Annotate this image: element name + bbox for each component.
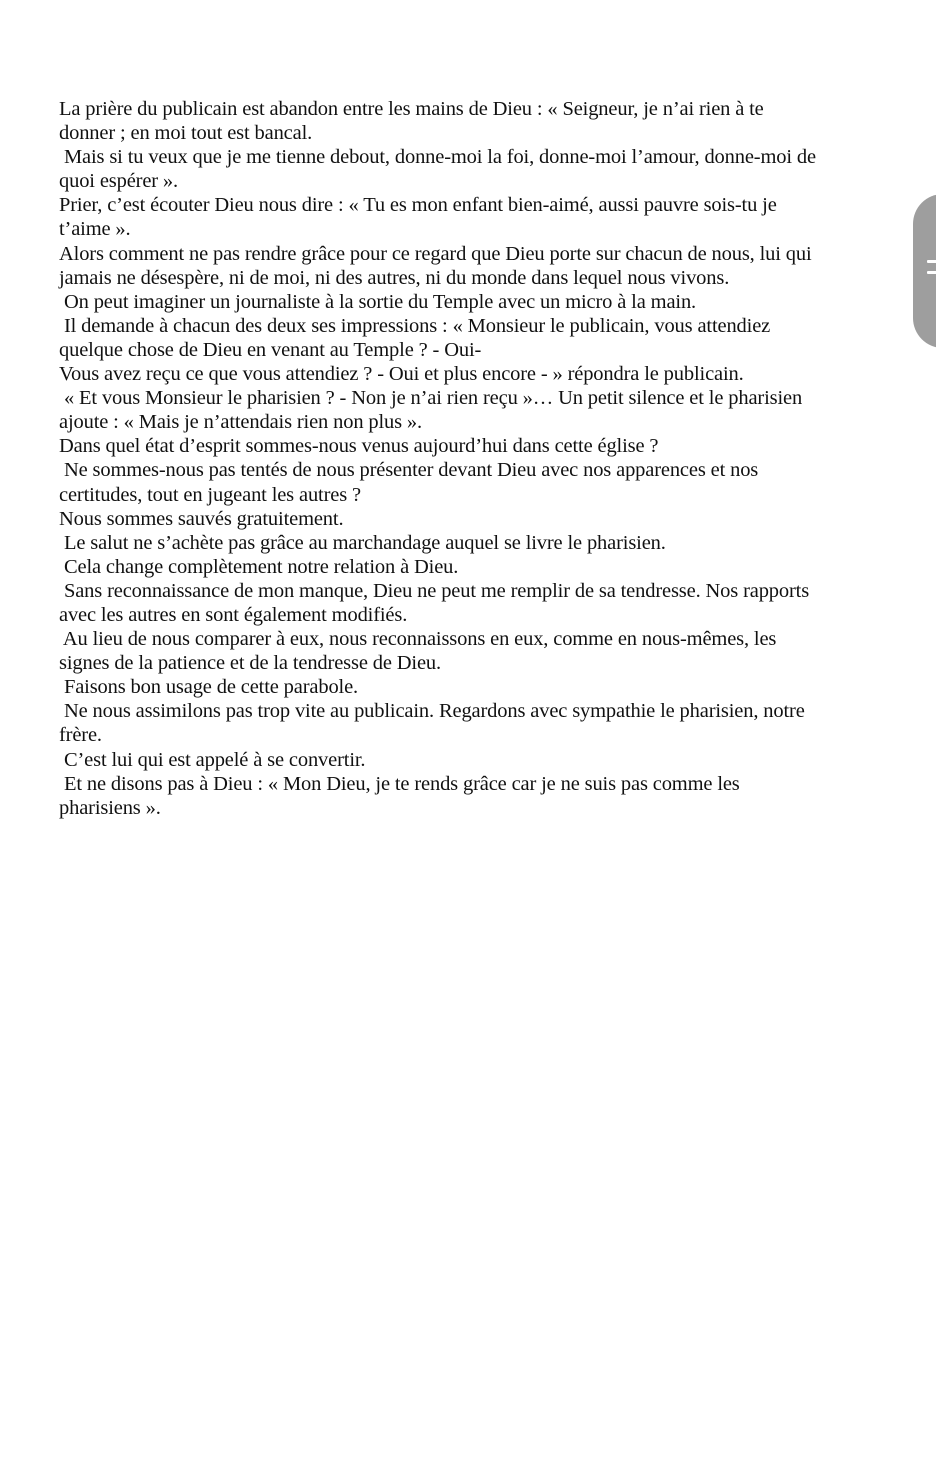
text-line: Prier, c’est écouter Dieu nous dire : « Tu es mon enfant bien-aimé, aussi pauvre sois-tu je [59, 194, 777, 217]
text-line: jamais ne désespère, ni de moi, ni des autres, ni du monde dans lequel nous vivons. [59, 266, 730, 289]
text-line: signes de la patience et de la tendresse de Dieu. [59, 652, 441, 675]
text-line: frère. [59, 724, 102, 747]
text-line: certitudes, tout en jugeant les autres ? [59, 483, 361, 506]
text-line: donner ; en moi tout est bancal. [59, 122, 313, 145]
text-line: On peut imaginer un journaliste à la sortie du Temple avec un micro à la main. [59, 290, 697, 313]
text-line: Au lieu de nous comparer à eux, nous reconnaissons en eux, comme en nous-mêmes, les [59, 628, 777, 651]
document-page [59, 97, 889, 820]
text-line: t’aime ». [59, 218, 131, 241]
side-drawer-tab[interactable] [913, 194, 936, 348]
text-line: Ne nous assimilons pas trop vite au publicain. Regardons avec sympathie le pharisien, notre [59, 700, 805, 723]
text-line: Faisons bon usage de cette parabole. [59, 676, 359, 699]
text-line: Et ne disons pas à Dieu : « Mon Dieu, je te rends grâce car je ne suis pas comme les [59, 772, 740, 795]
text-line: Le salut ne s’achète pas grâce au marchandage auquel se livre le pharisien. [59, 531, 666, 554]
text-line: Alors comment ne pas rendre grâce pour ce regard que Dieu porte sur chacun de nous, lui qui [59, 242, 812, 265]
text-line: Dans quel état d’esprit sommes-nous venus aujourd’hui dans cette église ? [59, 435, 659, 458]
menu-handle-icon [927, 252, 936, 282]
text-line: ajoute : « Mais je n’attendais rien non plus ». [59, 411, 423, 434]
text-line: Ne sommes-nous pas tentés de nous présenter devant Dieu avec nos apparences et nos [59, 459, 759, 482]
text-line: Vous avez reçu ce que vous attendiez ? - Oui et plus encore - » répondra le publicain. [59, 363, 744, 386]
text-line: avec les autres en sont également modifiés. [59, 603, 408, 626]
text-line: Mais si tu veux que je me tienne debout, donne-moi la foi, donne-moi l’amour, donne-moi de [59, 146, 816, 169]
text-line: C’est lui qui est appelé à se convertir. [59, 748, 366, 771]
text-line: La prière du publicain est abandon entre les mains de Dieu : « Seigneur, je n’ai rien à te [59, 98, 764, 120]
text-line: Il demande à chacun des deux ses impressions : « Monsieur le publicain, vous attendiez [59, 314, 771, 337]
text-line: Nous sommes sauvés gratuitement. [59, 507, 344, 530]
text-line: Sans reconnaissance de mon manque, Dieu ne peut me remplir de sa tendresse. Nos rapports [59, 579, 810, 602]
text-line: quoi espérer ». [59, 170, 178, 193]
text-line: Cela change complètement notre relation à Dieu. [59, 555, 459, 578]
text-line: pharisiens ». [59, 796, 161, 819]
text-line: « Et vous Monsieur le pharisien ? - Non je n’ai rien reçu »… Un petit silence et le pharisien [59, 387, 803, 410]
text-line: quelque chose de Dieu en venant au Temple ? - Oui- [59, 338, 482, 361]
